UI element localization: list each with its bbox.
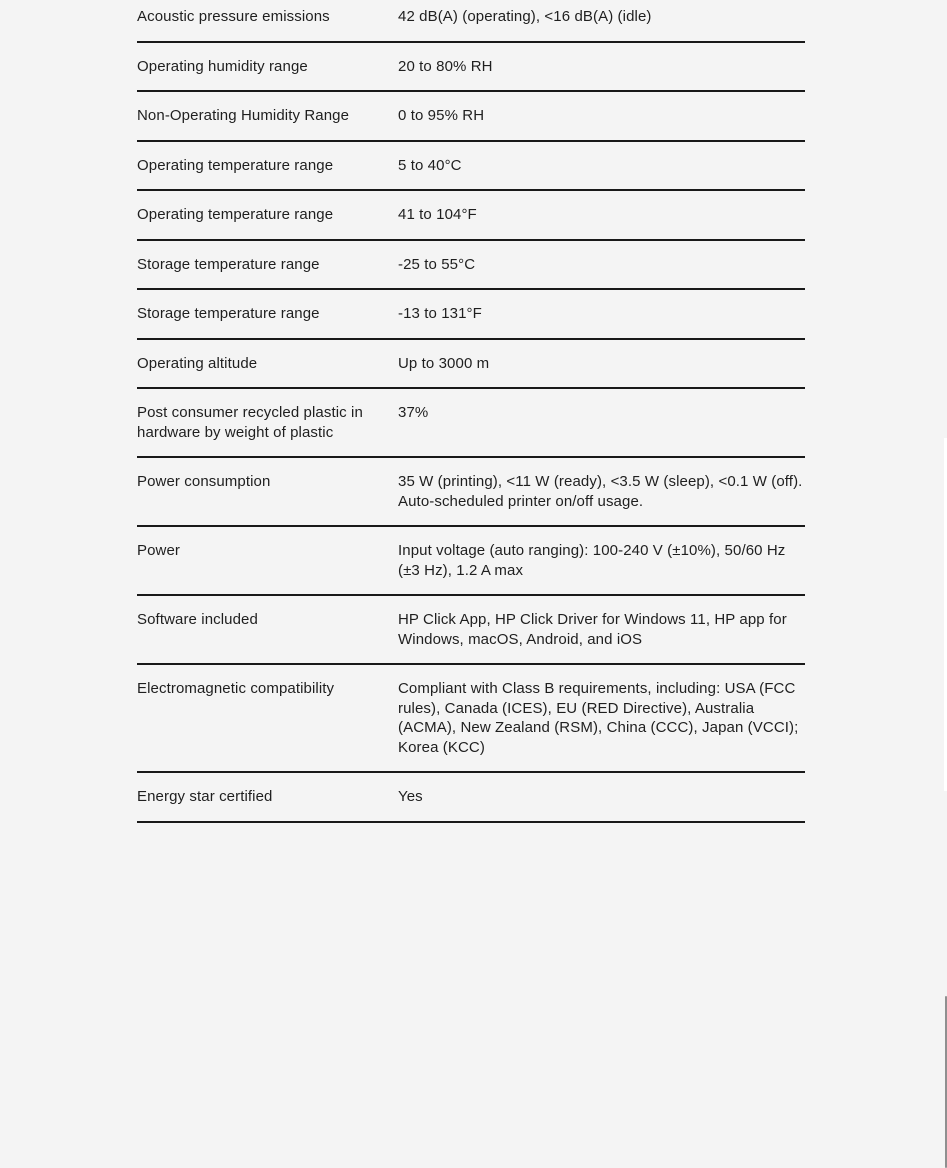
spec-value: -13 to 131°F (398, 305, 482, 322)
spec-label: Operating temperature range (137, 156, 334, 174)
table-row (137, 241, 805, 291)
spec-value: 5 to 40°C (398, 156, 462, 174)
table-row (137, 92, 805, 142)
table-row (137, 665, 805, 773)
spec-label: Non-Operating Humidity Range (137, 107, 350, 124)
spec-value: Input voltage (auto ranging): 100-240 V (±10%), 50/60 Hz (±3 Hz), 1.2 A max (398, 542, 786, 579)
spec-label: Energy star certified (137, 788, 273, 805)
spec-value: Compliant with Class B requirements, including: USA (FCC rules), Canada (ICES), EU (RED Directive), Australia (ACMA), New Zealand (RSM), China (CCC), Japan (VCCI); Korea (KCC) (398, 680, 799, 756)
spec-value: Up to 3000 m (398, 354, 490, 372)
spec-value: -25 to 55°C (398, 255, 476, 273)
spec-label: Operating temperature range (137, 206, 334, 223)
table-row (137, 596, 805, 665)
spec-value: 0 to 95% RH (398, 107, 485, 124)
spec-label: Storage temperature range (137, 305, 320, 322)
spec-value: HP Click App, HP Click Driver for Windows 11, HP app for Windows, macOS, Android, and iOS (398, 611, 787, 648)
table-row (137, 458, 805, 527)
scrollbar-thumb[interactable] (945, 996, 947, 1168)
table-row (137, 290, 805, 340)
spec-label: Electromagnetic compatibility (137, 680, 335, 697)
spec-value: 37% (398, 404, 429, 421)
spec-value: 41 to 104°F (398, 206, 477, 223)
spec-label: Acoustic pressure emissions (137, 8, 330, 25)
spec-label: Operating altitude (137, 354, 258, 372)
table-row (137, 142, 805, 192)
spec-value: 20 to 80% RH (398, 57, 493, 75)
table-row (137, 43, 805, 93)
spec-value: Yes (398, 788, 423, 805)
spec-label: Power consumption (137, 473, 271, 490)
spec-label: Power (137, 542, 181, 559)
table-row (137, 389, 805, 458)
spec-label: Storage temperature range (137, 255, 320, 273)
table-row (137, 191, 805, 241)
spec-label: Software included (137, 611, 258, 628)
spec-label: Post consumer recycled plastic in hardware by weight of plastic (137, 404, 363, 441)
table-row (137, 773, 805, 823)
table-row (137, 340, 805, 390)
table-row (137, 0, 805, 43)
spec-table (137, 0, 805, 823)
spec-value: 35 W (printing), <11 W (ready), <3.5 W (sleep), <0.1 W (off). Auto-scheduled printer on/off usage. (398, 473, 803, 510)
spec-label: Operating humidity range (137, 57, 308, 75)
spec-value: 42 dB(A) (operating), <16 dB(A) (idle) (398, 8, 652, 25)
table-row (137, 527, 805, 596)
